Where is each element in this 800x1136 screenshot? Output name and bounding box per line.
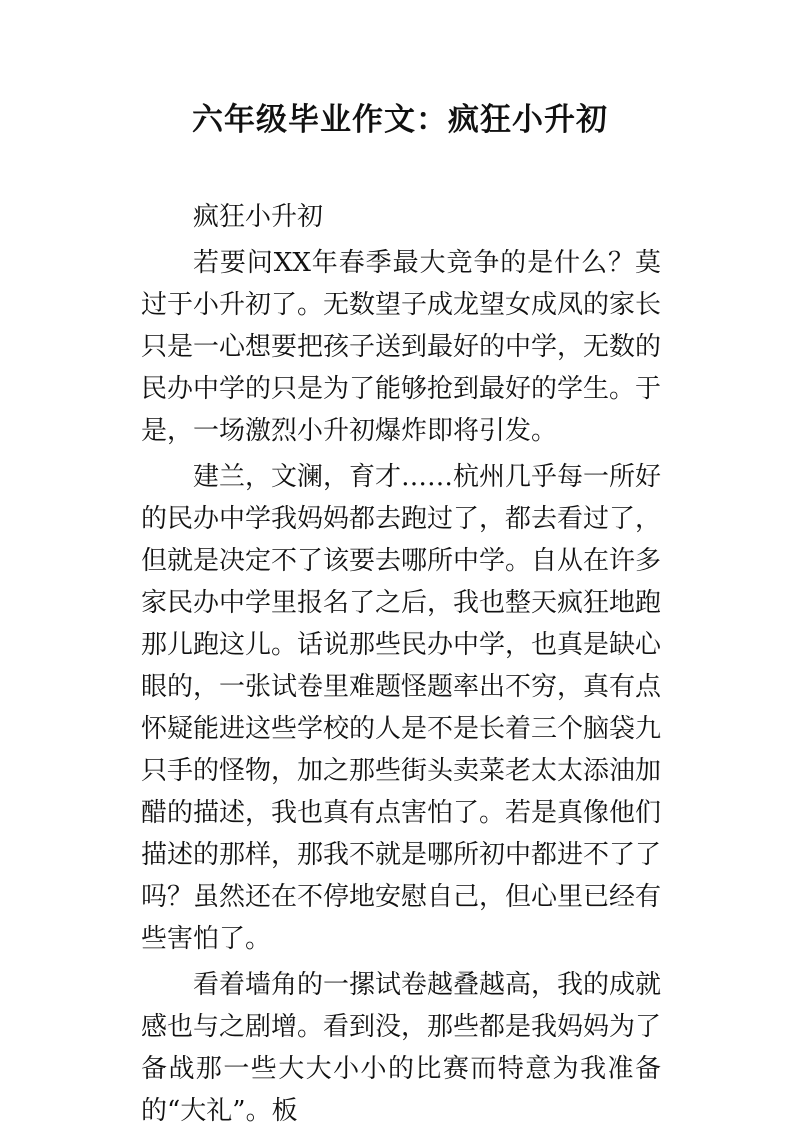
document-body — [141, 196, 661, 1136]
document-title: 六年级毕业作文：疯狂小升初 — [192, 102, 608, 138]
paragraph-subtitle: 疯狂小升初 — [193, 202, 324, 232]
paragraph: 看着墙角的一摞试卷越叠越高，我的成就感也与之剧增。看到没，那些都是我妈妈为了备战那一些大大小小的比赛而特意为我准备的“大礼”。板 — [141, 970, 662, 1126]
paragraph: 建兰，文澜，育才……杭州几乎每一所好的民办中学我妈妈都去跑过了，都去看过了，但就是决定不了该要去哪所中学。自从在许多家民办中学里报名了之后，我也整天疯狂地跑那儿跑这儿。话说那些民办中学，也真是缺心眼的，一张试卷里难题怪题率出不穷，真有点怀疑能进这些学校的人是不是长着三个脑袋九只手的怪物，加之那些街头卖菜老太太添油加醋的描述，我也真有点害怕了。若是真像他们描述的那样，那我不就是哪所初中都进不了了吗？虽然还在不停地安慰自己，但心里已经有些害怕了。 — [141, 462, 662, 954]
paragraph: 若要问XX年春季最大竞争的是什么？莫过于小升初了。无数望子成龙望女成凤的家长只是一心想要把孩子送到最好的中学，无数的民办中学的只是为了能够抢到最好的学生。于是，一场激烈小升初爆炸即将引发。 — [141, 248, 662, 446]
